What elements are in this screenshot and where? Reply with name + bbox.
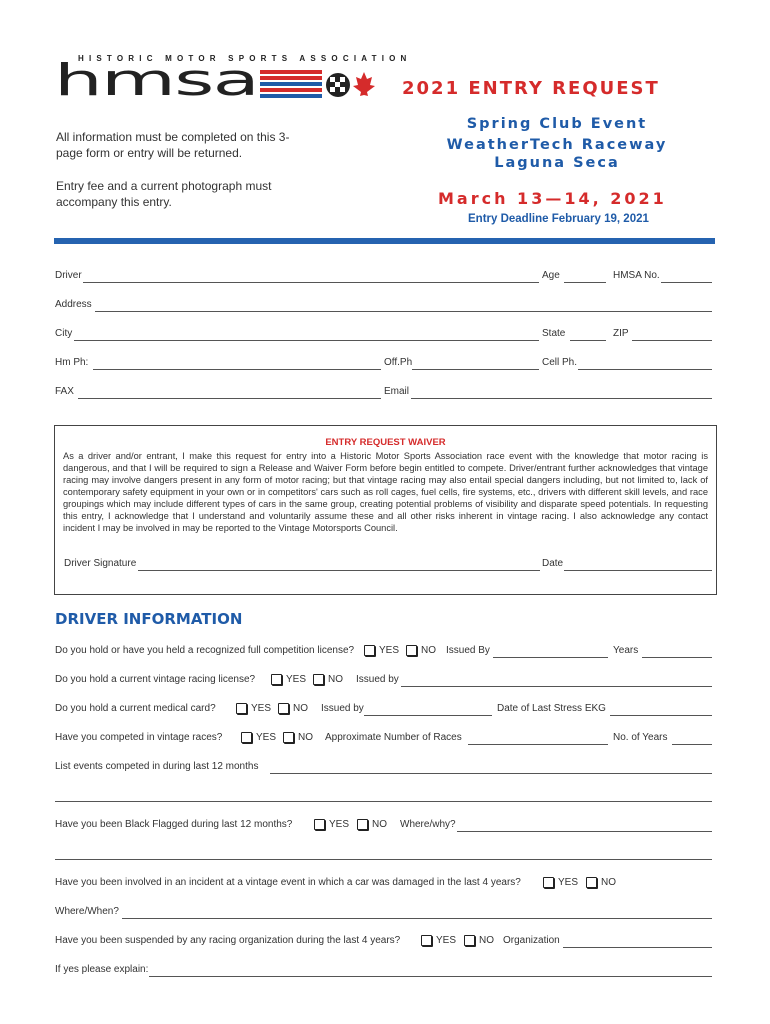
q3-no-label: NO	[293, 703, 308, 714]
q6-where-field[interactable]	[457, 831, 712, 832]
q4-no-checkbox[interactable]	[283, 732, 294, 743]
q3-yes-label: YES	[251, 703, 272, 714]
q1-years-field[interactable]	[642, 657, 712, 658]
zip-label: ZIP	[613, 328, 629, 339]
email-field[interactable]	[411, 398, 712, 399]
q3-no-checkbox[interactable]	[278, 703, 289, 714]
q8-no-label: NO	[479, 935, 494, 946]
q6-no-checkbox[interactable]	[357, 819, 368, 830]
checkered-flag-icon	[326, 73, 350, 97]
q7-yes-checkbox[interactable]	[543, 877, 554, 888]
q8-explain-field[interactable]	[149, 976, 712, 977]
cell-phone-field[interactable]	[578, 369, 712, 370]
q1-issued-field[interactable]	[493, 657, 608, 658]
q-suspended: Have you been suspended by any racing organization during the last 4 years?	[55, 935, 401, 946]
q2-no-label: NO	[328, 674, 343, 685]
city-field[interactable]	[74, 340, 539, 341]
q8-org-field[interactable]	[563, 947, 712, 948]
office-phone-field[interactable]	[412, 369, 539, 370]
q6-yes-checkbox[interactable]	[314, 819, 325, 830]
state-field[interactable]	[570, 340, 606, 341]
form-title: 2021 ENTRY REQUEST	[402, 78, 660, 99]
home-phone-label: Hm Ph:	[55, 357, 89, 368]
header-divider	[54, 238, 715, 244]
email-label: Email	[384, 386, 410, 397]
maple-leaf-icon	[352, 70, 376, 100]
q-black-flagged: Have you been Black Flagged during last 12 months?	[55, 819, 293, 830]
q-vintage-license: Do you hold a current vintage racing license?	[55, 674, 256, 685]
state-label: State	[542, 328, 566, 339]
fax-label: FAX	[55, 386, 74, 397]
event-name: Spring Club Event	[466, 116, 648, 132]
q5-events-field[interactable]	[270, 773, 712, 774]
driver-label: Driver	[55, 270, 82, 281]
hmsa-no-label: HMSA No.	[613, 270, 660, 281]
cell-phone-label: Cell Ph.	[542, 357, 578, 368]
venue-line1: WeatherTech Raceway	[446, 137, 668, 153]
city-label: City	[55, 328, 73, 339]
q7-where-label: Where/When?	[55, 906, 119, 917]
waiver-text: As a driver and/or entrant, I make this request for entry into a Historic Motor Sports Association race event with the knowledge that motor racing is dangerous, and that I will be required to sign a Release and Waiver Form before begin entitled to compete. Driver/entrant further acknowledges that vintage racing may involve dangers present in any form of motor racing; but that vintage racing may also entail special dangers including, but not limited to, lack of contemporary safety equipment in your own or in competitors' cars such as roll cages, fuel cells, fire systems, etc., drivers with different skill levels, and race groupings which may include different types of cars in the same group, creating potential problems of visibility and disparate speed potentials. In requesting this entry, I acknowledge that I understand and voluntarily assume these and all other risks inherent in vintage racing. I also acknowledge any contact incident I may be involved in may be reported to the Vintage Motorsports Council.	[63, 451, 708, 533]
q2-issued-field[interactable]	[401, 686, 712, 687]
q8-explain-label: If yes please explain:	[55, 964, 149, 975]
q1-issued-label: Issued By	[446, 645, 490, 656]
q2-yes-label: YES	[286, 674, 307, 685]
q3-ekg-field[interactable]	[610, 715, 712, 716]
office-phone-label: Off.Ph	[384, 357, 413, 368]
association-name: HISTORIC MOTOR SPORTS ASSOCIATION	[78, 54, 412, 63]
driver-field[interactable]	[83, 282, 539, 283]
q3-ekg-label: Date of Last Stress EKG	[497, 703, 606, 714]
q-incident: Have you been involved in an incident at a vintage event in which a car was damaged in the last 4 years?	[55, 877, 521, 888]
q7-no-label: NO	[601, 877, 616, 888]
q3-yes-checkbox[interactable]	[236, 703, 247, 714]
q3-issued-label: Issued by	[321, 703, 364, 714]
q4-years-label: No. of Years	[613, 732, 668, 743]
q5-events-field-2[interactable]	[55, 801, 712, 802]
q2-issued-label: Issued by	[356, 674, 399, 685]
q-events-list: List events competed in during last 12 months	[55, 761, 259, 772]
q6-where-field-2[interactable]	[55, 859, 712, 860]
fax-field[interactable]	[78, 398, 381, 399]
q8-no-checkbox[interactable]	[464, 935, 475, 946]
driver-info-heading: DRIVER INFORMATION	[55, 610, 243, 628]
q-competition-license: Do you hold or have you held a recognized full competition license?	[55, 645, 355, 656]
q2-yes-checkbox[interactable]	[271, 674, 282, 685]
address-field[interactable]	[95, 311, 712, 312]
q7-yes-label: YES	[558, 877, 579, 888]
q6-no-label: NO	[372, 819, 387, 830]
q4-no-label: NO	[298, 732, 313, 743]
entry-deadline: Entry Deadline February 19, 2021	[468, 213, 649, 225]
flag-stripes-icon	[260, 70, 322, 98]
q6-where-label: Where/why?	[400, 819, 456, 830]
q1-years-label: Years	[613, 645, 639, 656]
signature-field[interactable]	[138, 570, 540, 571]
q4-yes-checkbox[interactable]	[241, 732, 252, 743]
q1-yes-checkbox[interactable]	[364, 645, 375, 656]
venue-line2: Laguna Seca	[494, 155, 620, 171]
q1-yes-label: YES	[379, 645, 400, 656]
svg-text:hmsa: hmsa	[54, 58, 258, 100]
q1-no-checkbox[interactable]	[406, 645, 417, 656]
intro-completion: All information must be completed on this 3-page form or entry will be returned.	[56, 130, 290, 160]
hmsa-logo	[54, 58, 376, 100]
hmsa-no-field[interactable]	[661, 282, 712, 283]
q-vintage-races: Have you competed in vintage races?	[55, 732, 223, 743]
q8-yes-checkbox[interactable]	[421, 935, 432, 946]
home-phone-field[interactable]	[93, 369, 381, 370]
q7-where-field[interactable]	[122, 918, 712, 919]
address-label: Address	[55, 299, 92, 310]
signature-label: Driver Signature	[64, 558, 137, 569]
q4-races-field[interactable]	[468, 744, 608, 745]
q6-yes-label: YES	[329, 819, 350, 830]
signature-date-field[interactable]	[564, 570, 712, 571]
q1-no-label: NO	[421, 645, 436, 656]
event-dates: March 13—14, 2021	[438, 189, 667, 208]
intro-fee: Entry fee and a current photograph must accompany this entry.	[56, 179, 272, 209]
zip-field[interactable]	[632, 340, 712, 341]
q3-issued-field[interactable]	[364, 715, 492, 716]
signature-date-label: Date	[542, 558, 564, 569]
q2-no-checkbox[interactable]	[313, 674, 324, 685]
q4-years-field[interactable]	[672, 744, 712, 745]
q7-no-checkbox[interactable]	[586, 877, 597, 888]
age-field[interactable]	[564, 282, 606, 283]
age-label: Age	[542, 270, 560, 281]
q4-races-label: Approximate Number of Races	[325, 732, 462, 743]
q4-yes-label: YES	[256, 732, 277, 743]
q8-yes-label: YES	[436, 935, 457, 946]
waiver-title: ENTRY REQUEST WAIVER	[325, 437, 446, 448]
q8-org-label: Organization	[503, 935, 560, 946]
q-medical-card: Do you hold a current medical card?	[55, 703, 216, 714]
